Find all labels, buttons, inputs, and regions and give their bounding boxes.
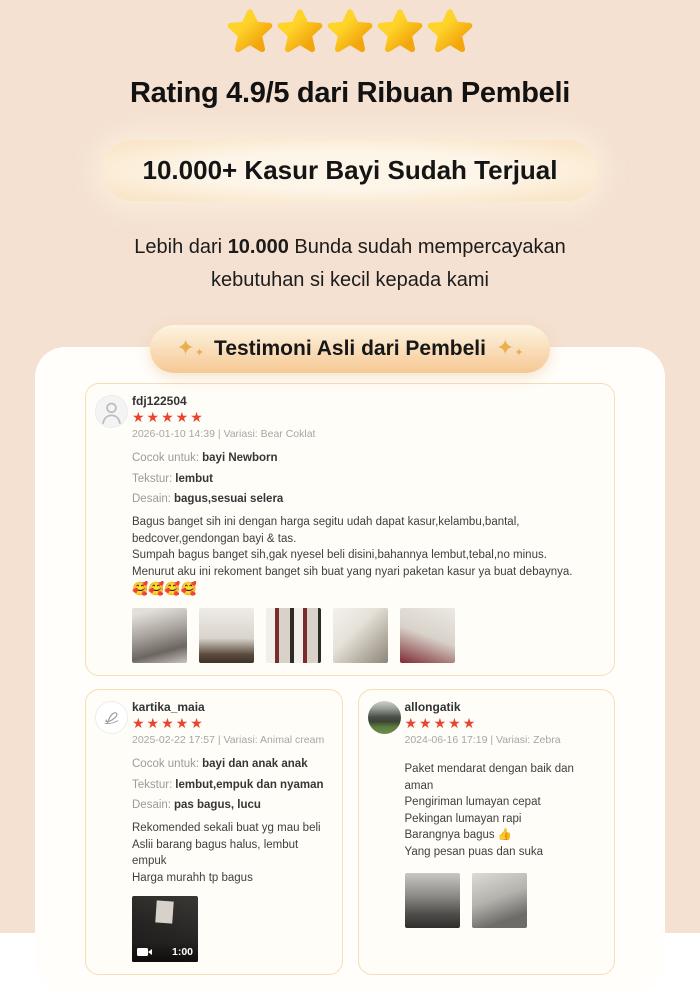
review-line: Bagus banget sih ini dengan harga segitu udah dapat kasur,kelambu,bantal, bedcover,gendongan bayi & tas. [132,516,520,545]
review-card [85,689,343,975]
review-photo[interactable] [472,873,527,928]
rating-stars [0,8,700,57]
review-video-thumbnail[interactable] [132,896,198,962]
review-line: Barangnya bagus 👍 [404,829,513,841]
attribute-value: bayi Newborn [202,452,278,464]
testimonials-panel [35,347,665,993]
attribute-label: Desain: [132,799,171,811]
video-info-bar [132,942,198,962]
review-line: Pekingan lumayan rapi [404,812,522,825]
person-icon [96,396,127,427]
avatar[interactable] [95,701,128,734]
reviewer-username[interactable]: allongatik [404,700,461,714]
subtitle-text: Bunda sudah mempercayakan [288,236,566,258]
review-photo[interactable] [266,608,321,663]
attribute-row [132,779,330,791]
sparkle-icon: ✦✦ [176,335,205,360]
review-photo[interactable] [199,608,254,663]
attribute-row [132,758,330,770]
star-icon [326,8,374,55]
review-card [85,383,615,676]
attribute-row [132,799,330,811]
star-icon [226,8,274,55]
testimonial-heading-badge [150,325,549,373]
subtitle-text: kebutuhan si kecil kepada kami [211,269,489,291]
page-title: Rating 4.9/5 dari Ribuan Pembeli [129,77,570,109]
attribute-label: Tekstur: [132,778,173,791]
attribute-value: pas bagus, lucu [174,799,261,811]
star-icon [276,8,324,55]
star-icon [376,8,424,55]
review-star-rating: ★★★★★ [132,715,205,731]
review-meta: 2025-02-22 17:57 | Variasi: Animal cream [132,734,325,746]
review-attributes [132,452,602,505]
video-camera-icon [137,948,148,956]
sold-count-badge: 10.000+ Kasur Bayi Sudah Terjual [103,140,598,201]
review-line: Harga murahh tp bagus [132,871,253,884]
review-photo[interactable] [333,608,388,663]
review-text [132,514,602,597]
review-line: Aslii barang bagus halus, lembut empuk [132,838,299,867]
attribute-value: lembut [175,472,213,485]
avatar[interactable] [95,395,128,428]
attribute-row [132,473,602,485]
review-line: Menurut aku ini rekoment banget sih buat yang nyari paketan kasur ya buat debaynya. [132,565,573,578]
review-meta: 2026-01-10 14:39 | Variasi: Bear Coklat [132,428,316,440]
review-line: Pengiriman lumayan cepat [404,796,541,808]
review-line: Paket mendarat dengan baik dan aman [404,763,574,792]
subtitle-text: Lebih dari [134,236,228,258]
review-attributes [132,758,330,811]
review-line: Sumpah bagus banget sih,gak nyesel beli disini,bahannya lembut,tebal,no minus. [132,549,547,561]
reviewer-username[interactable]: kartika_maia [132,700,205,714]
hero-section [0,0,700,373]
video-duration: 1:00 [171,946,193,958]
attribute-label: Desain: [132,493,171,505]
review-text [132,820,330,886]
subtitle-count: 10.000 [227,236,289,258]
review-text [405,761,603,860]
hero-subtitle [0,231,700,297]
attribute-value: bayi dan anak anak [202,758,308,770]
review-photo[interactable] [132,608,187,663]
review-photo[interactable] [400,608,455,663]
star-icon [426,8,474,55]
signature-logo-icon [96,702,127,733]
attribute-value: lembut,empuk dan nyaman [175,778,324,791]
review-photos [405,873,603,928]
attribute-value: bagus,sesuai selera [174,493,284,505]
heart-face-emoji-row: 🥰🥰🥰🥰 [132,581,197,596]
reviewer-username[interactable]: fdj122504 [132,394,187,408]
avatar[interactable] [368,701,401,734]
testimonial-heading: Testimoni Asli dari Pembeli [214,337,486,360]
attribute-label: Cocok untuk: [132,452,200,464]
review-card [358,689,616,975]
review-photos [132,608,602,663]
review-line: Rekomended sekali buat yg mau beli [132,822,321,834]
review-star-rating: ★★★★★ [404,715,478,731]
review-star-rating: ★★★★★ [132,409,205,425]
attribute-label: Cocok untuk: [132,758,200,770]
sparkle-icon: ✦✦ [495,335,524,360]
review-cards-row [85,689,615,975]
attribute-row [132,493,602,505]
attribute-label: Tekstur: [132,472,173,485]
review-line: Yang pesan puas dan suka [404,845,544,858]
attribute-row [132,452,602,464]
review-meta: 2024-06-16 17:19 | Variasi: Zebra [404,734,561,746]
review-photo[interactable] [405,873,460,928]
